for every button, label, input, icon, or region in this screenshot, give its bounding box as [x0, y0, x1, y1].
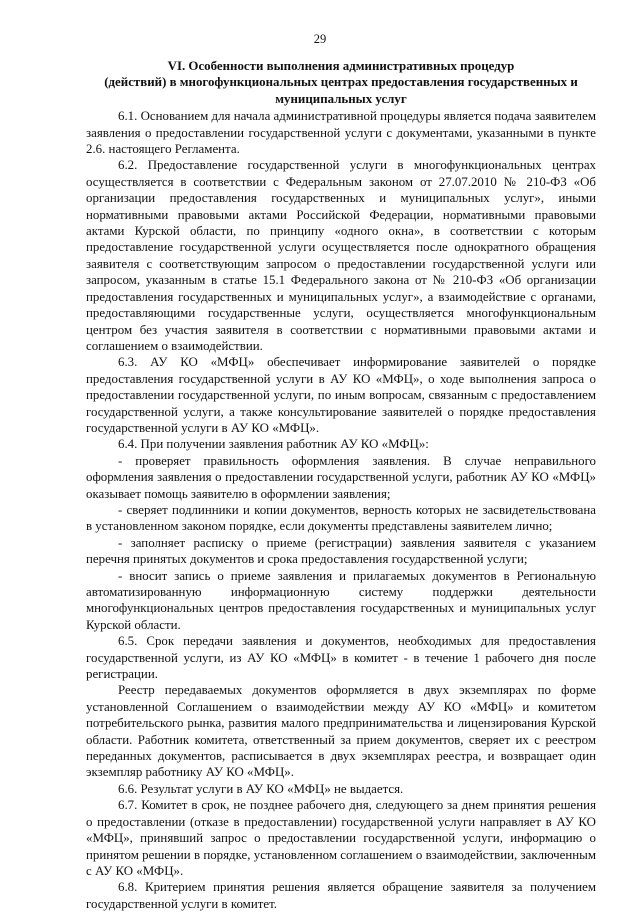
paragraph-6-1: 6.1. Основанием для начала административной процедуры является подача заявителем заявления о предоставлении государственной услуги с документами, указанными в пункте 2.6. настоящего Регламента.: [86, 109, 596, 157]
section-title-line-3: муниципальных услуг: [275, 91, 407, 106]
paragraph-6-5: 6.5. Срок передачи заявления и документов, необходимых для предоставления государственной услуги, из АУ КО «МФЦ» в комитет - в течение 1 рабочего дня после регистрации.: [86, 634, 596, 682]
page-number: 29: [313, 32, 327, 46]
paragraph-registry: Реестр передаваемых документов оформляется в двух экземплярах по форме установленной Соглашением о взаимодействии между АУ КО «МФЦ» и комитетом потребительского рынка, развития малого предпринимательства и лицензирования Курской области. Работник комитета, ответственный за прием документов, сверяет их с реестром переданных документов, расписывается в двух экземплярах реестра, и возвращает один экземпляр работнику АУ КО «МФЦ».: [86, 683, 596, 780]
list-item-register-record: - вносит запись о приеме заявления и прилагаемых документов в Региональную автоматизированную информационную систему поддержки деятельности многофункциональных центров предоставления государственных и муниципальных услуг Курской области.: [86, 568, 596, 632]
section-title-line-2: (действий) в многофункциональных центрах предоставления государственных и: [104, 75, 578, 90]
section-title-line-1: VI. Особенности выполнения административных процедур: [167, 59, 515, 73]
list-item-fill-receipt: - заполняет расписку о приеме (регистрации) заявления заявителя с указанием перечня принятых документов и срока предоставления государственной услуги;: [86, 535, 596, 567]
paragraph-6-6: 6.6. Результат услуги в АУ КО «МФЦ» не выдается.: [118, 781, 404, 796]
paragraph-6-3: 6.3. АУ КО «МФЦ» обеспечивает информирование заявителей о порядке предоставления государственной услуги в АУ КО «МФЦ», о ходе выполнения запроса о предоставлении государственной услуги, по иным вопросам, связанным с предоставлением государственной услуги, а также консультирование заявителей о порядке предоставления государственной услуги в АУ КО «МФЦ».: [86, 355, 596, 435]
paragraph-6-4: 6.4. При получении заявления работник АУ КО «МФЦ»:: [118, 437, 429, 452]
paragraph-6-7: 6.7. Комитет в срок, не позднее рабочего дня, следующего за днем принятия решения о предоставлении (отказе в предоставлении) государственной услуги направляет в АУ КО «МФЦ», принявший запрос о предоставлении государственной услуги, информацию о принятом решении в порядке, установленном соглашением о взаимодействии, заключенным с АУ КО «МФЦ».: [86, 798, 596, 878]
list-item-verify-documents: - сверяет подлинники и копии документов, верность которых не засвидетельствована в установленном законом порядке, если документы представлены заявителем лично;: [86, 502, 596, 534]
paragraph-6-2: 6.2. Предоставление государственной услуги в многофункциональных центрах осуществляется в соответствии с Федеральным законом от 27.07.2010 № 210-ФЗ «Об организации предоставления государственных и муниципальных услуг», иными нормативными правовыми актами Российской Федерации, нормативными правовыми актами Курской области, по принципу «одного окна», в соответствии с которым предоставление государственной услуги осуществляется после однократного обращения заявителя с соответствующим запросом о предоставлении государственной услуги или запросом, указанным в статье 15.1 Федерального закона от № 210-ФЗ «Об организации предоставления государственных и муниципальных услуг», а взаимодействие с органами, предоставляющими государственные услуги, осуществляется многофункциональным центром без участия заявителя в соответствии с нормативными правовыми актами и соглашением о взаимодействии.: [86, 158, 596, 353]
list-item-check-application: - проверяет правильность оформления заявления. В случае неправильного оформления заявления о предоставлении государственной услуги, работник АУ КО «МФЦ» оказывает помощь заявителю в оформлении заявления;: [86, 453, 596, 501]
section-title: [86, 58, 596, 107]
document-body: [86, 58, 596, 912]
paragraph-6-8: 6.8. Критерием принятия решения является обращение заявителя за получением государственной услуги в комитет.: [86, 880, 596, 911]
